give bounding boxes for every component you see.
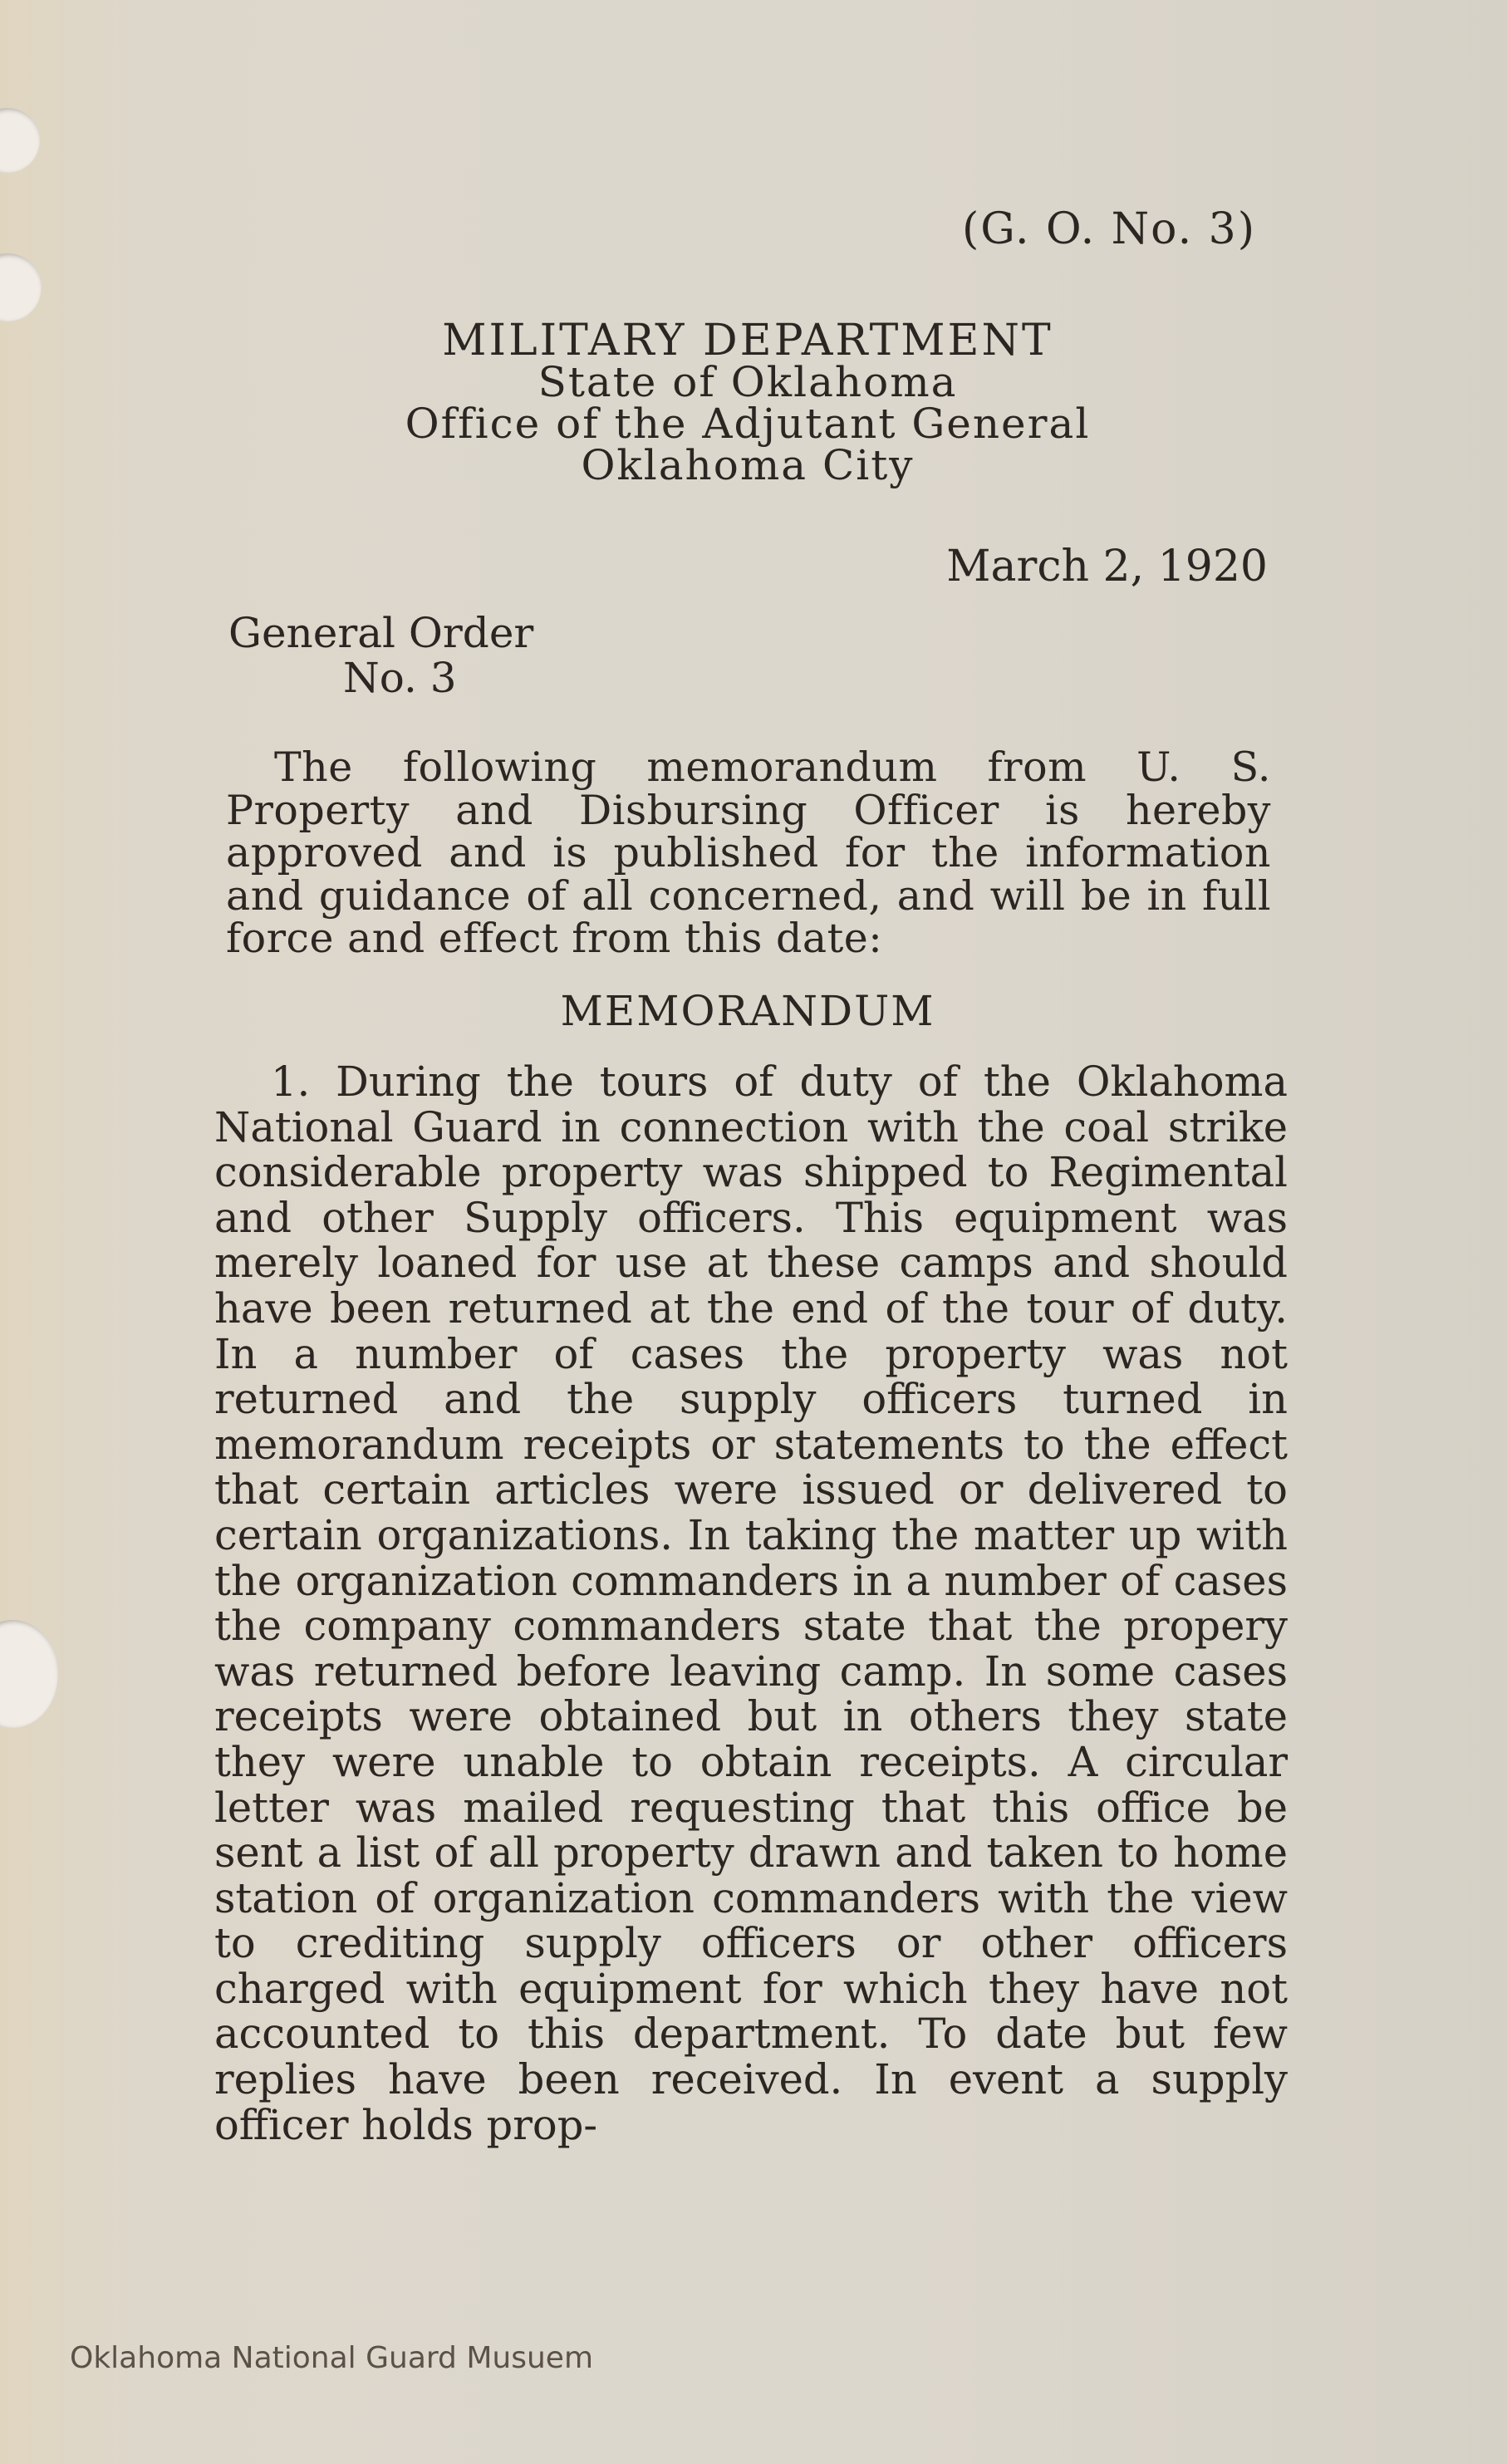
intro-paragraph: The following memorandum from U. S. Property and Disbursing Officer is hereby approved and is published for the information and guidance of all concerned, and will be in full force and effect from this date: xyxy=(226,744,1271,962)
memorandum-paragraph-1: 1. During the tours of duty of the Oklahoma National Guard in connection with the coal strike considerable property was shipped to Regimental and other Supply officers. This equipment was merely loaned for use at these camps and should have been returned at the end of the tour of duty. In a number of cases the property was not returned and the supply officers turned in memorandum receipts or statements to the effect that certain articles were issued or delivered to certain organizations. In taking the matter up with the organization commanders in a number of cases the company commanders state that the propery was returned before leaving camp. In some cases receipts were obtained but in others they state they were unable to obtain receipts. A circular letter was mailed requesting that this office be sent a list of all property drawn and taken to home station of organization commanders with the view to crediting supply officers or other officers charged with equipment for which they have not accounted to this department. To date but few replies have been received. In event a supply officer holds prop- xyxy=(214,1058,1288,2149)
memorandum-heading: MEMORANDUM xyxy=(560,987,935,1035)
office-line: Office of the Adjutant General xyxy=(405,400,1091,448)
order-title: General Order xyxy=(228,609,534,657)
document-date: March 2, 1920 xyxy=(946,542,1268,591)
city-line: Oklahoma City xyxy=(581,441,915,489)
binder-hole xyxy=(0,253,42,321)
binder-hole xyxy=(0,1620,58,1728)
general-order-label xyxy=(228,611,533,700)
museum-watermark: Oklahoma National Guard Musuem xyxy=(70,2341,594,2375)
order-reference: (G. O. No. 3) xyxy=(962,204,1256,254)
state-line: State of Oklahoma xyxy=(538,358,958,406)
letterhead xyxy=(0,316,1495,489)
order-number: No. 3 xyxy=(343,654,457,702)
department-title: MILITARY DEPARTMENT xyxy=(442,316,1053,366)
binder-hole xyxy=(0,108,40,173)
